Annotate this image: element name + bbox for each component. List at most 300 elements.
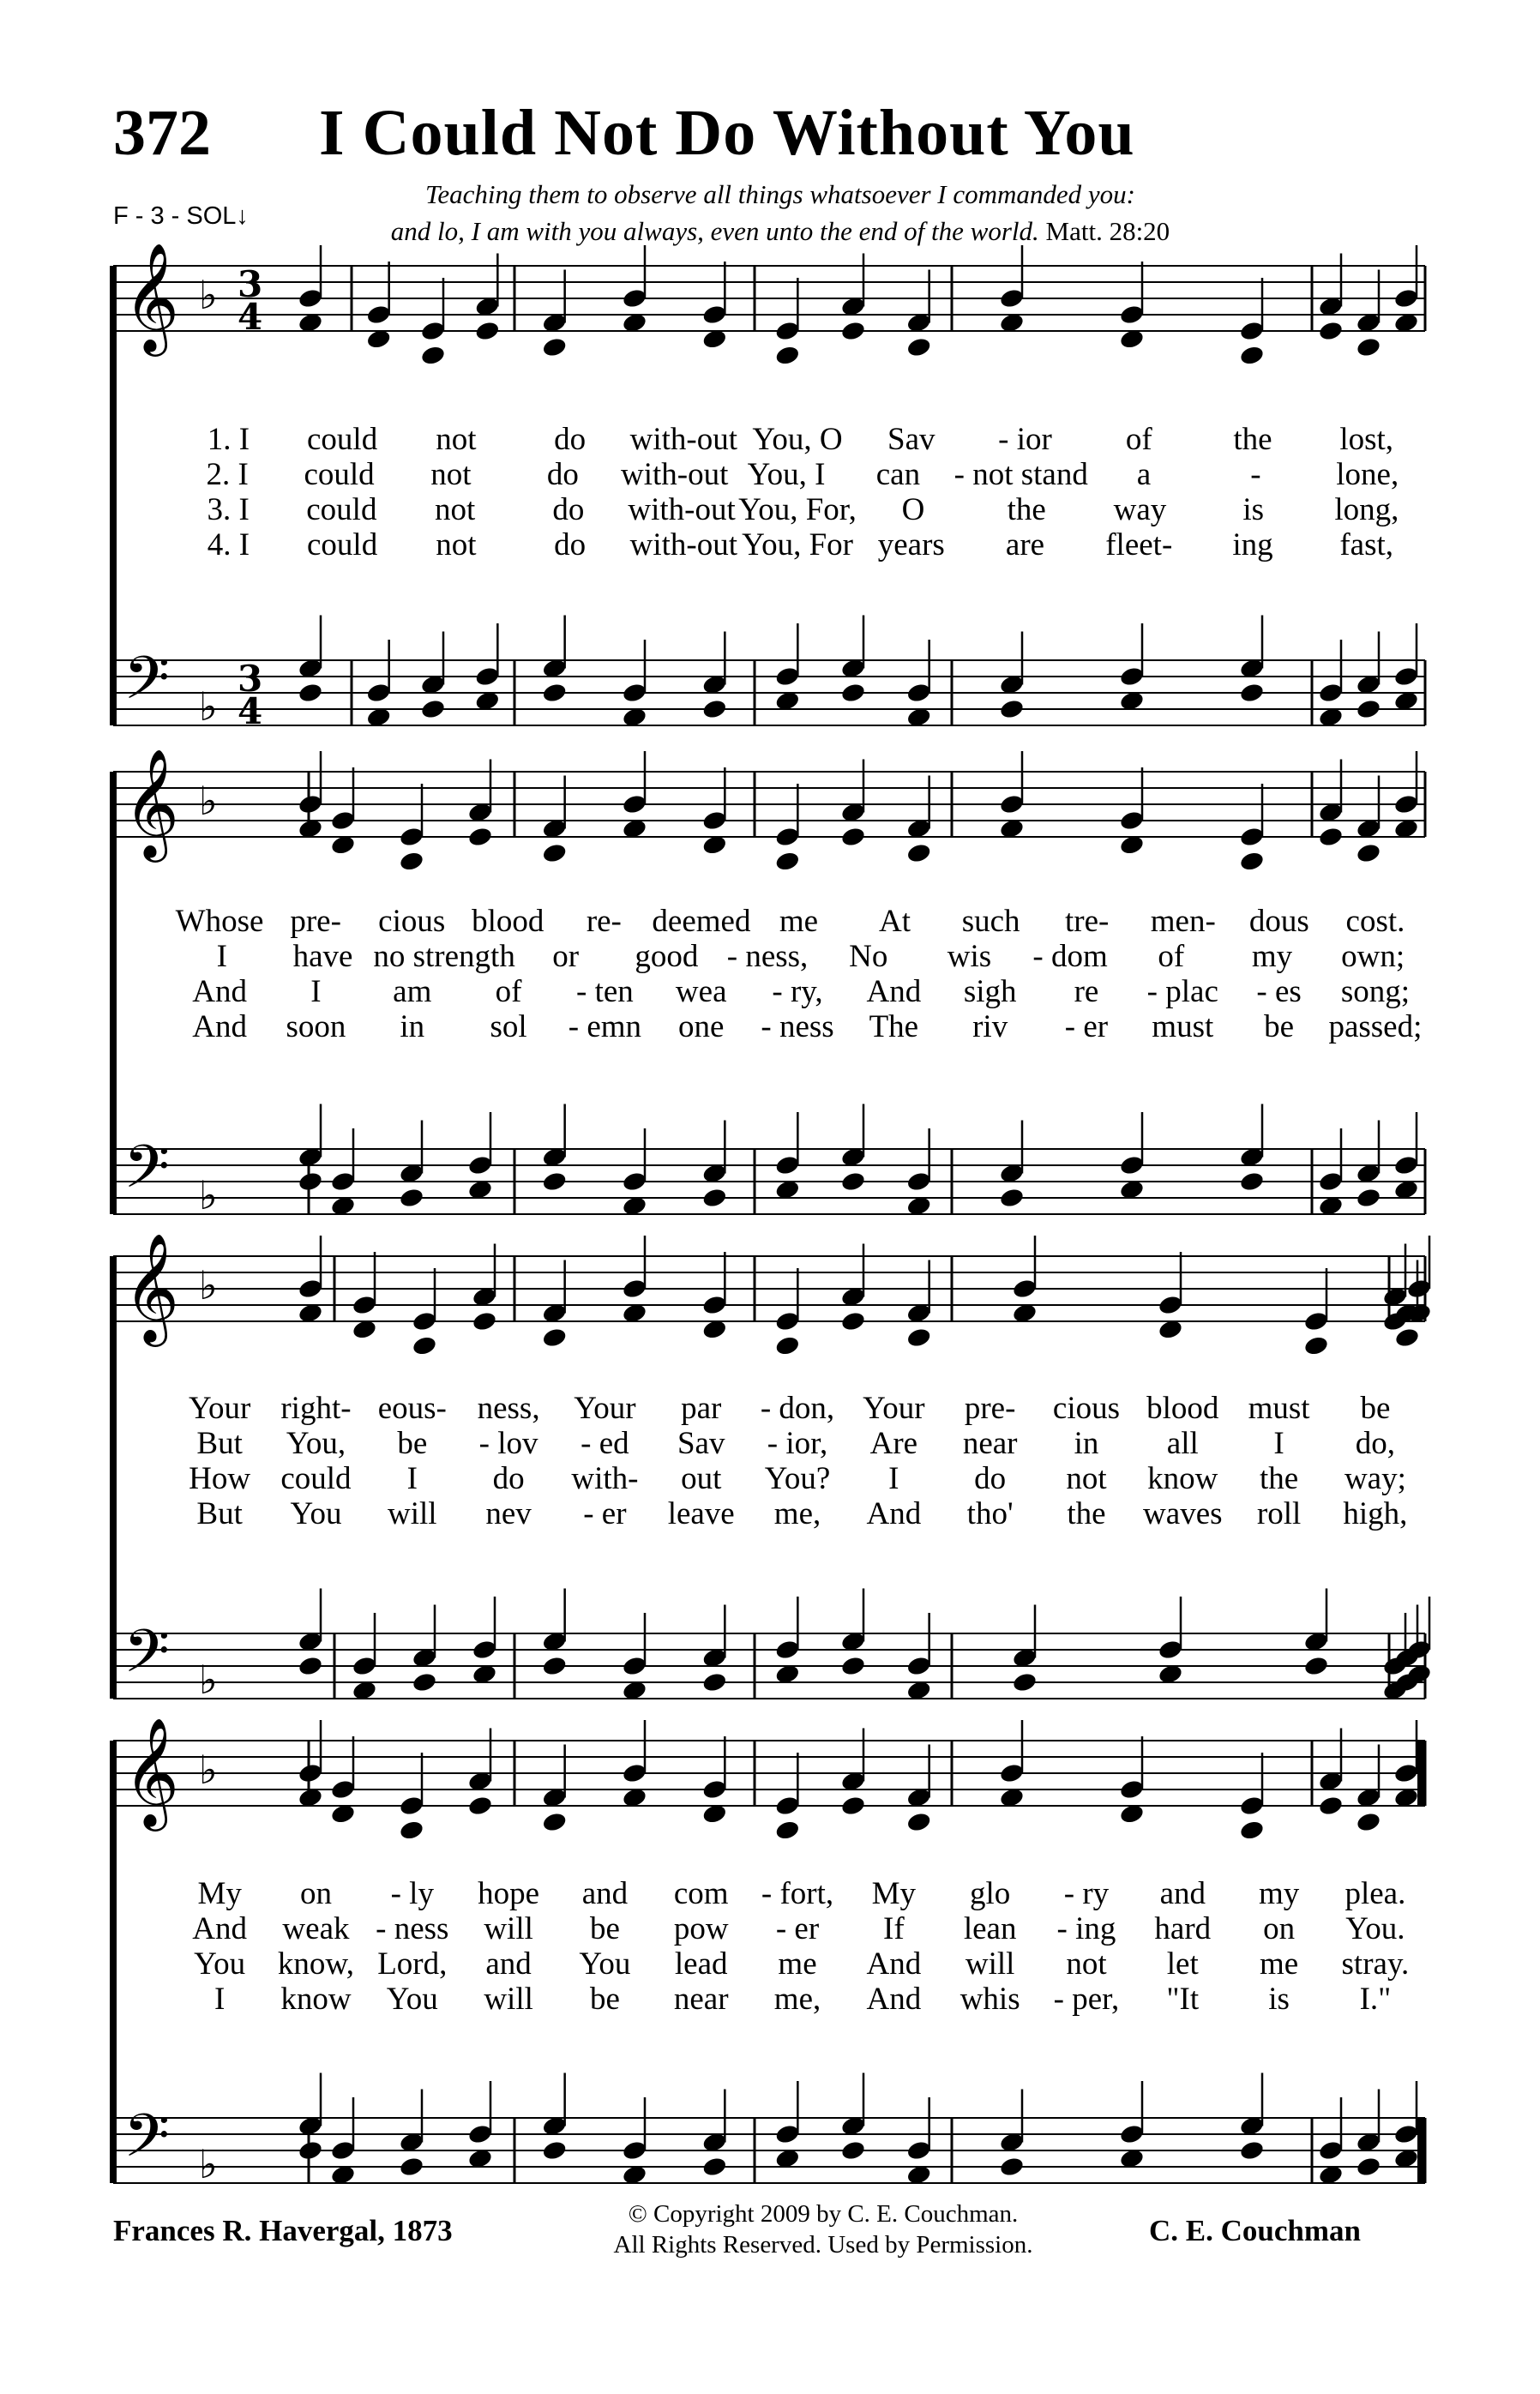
lyric-syllable: pow <box>673 1911 729 1946</box>
lyric-syllable: men- <box>1150 904 1216 939</box>
note-head <box>1119 809 1146 832</box>
lyric-syllable: Your <box>863 1391 925 1426</box>
note-head <box>999 793 1026 815</box>
note-head <box>1239 851 1266 873</box>
note-head <box>412 1310 438 1332</box>
lyric-syllable: - not stand <box>953 457 1088 492</box>
lyric-syllable: Lord, <box>377 1946 448 1982</box>
note-head <box>840 2139 867 2162</box>
note-head <box>399 851 425 873</box>
note-head <box>840 1655 867 1677</box>
lyric-syllable: - ness, <box>726 939 809 974</box>
lyric-syllable: could <box>306 492 377 527</box>
lyric-syllable: lost, <box>1339 422 1394 457</box>
note-head <box>298 682 324 704</box>
note-head <box>541 336 568 358</box>
note-head <box>1393 1154 1420 1176</box>
flat-icon: ♭ <box>199 1172 218 1218</box>
note-head <box>1318 320 1344 342</box>
lyric-syllable: not <box>436 422 477 457</box>
lyric-syllable: The <box>869 1009 919 1044</box>
lyric-syllable: And <box>866 1496 922 1531</box>
note-head <box>701 2156 728 2178</box>
lyric-syllable: I <box>216 939 227 974</box>
lyric-syllable: You, O <box>752 422 843 457</box>
lyric-syllable: not <box>1066 1946 1107 1982</box>
hymn-number: 372 <box>113 97 211 169</box>
lyric-syllable: good <box>635 939 699 974</box>
lyric-syllable: Whose <box>175 904 264 939</box>
note-head <box>840 320 867 342</box>
note-head <box>1239 1795 1266 1817</box>
note-head <box>1239 2139 1266 2162</box>
lyric-syllable: - ness <box>376 1911 449 1946</box>
lyric-syllable: - ior, <box>767 1426 828 1461</box>
note-head <box>999 287 1026 310</box>
lyric-syllable: re <box>1074 974 1099 1009</box>
lyric-syllable: my <box>1258 1876 1300 1911</box>
lyric-syllable: not <box>430 457 472 492</box>
lyric-syllable: At <box>879 904 911 939</box>
lyric-syllable: eous- <box>377 1391 447 1426</box>
note-head <box>352 1294 378 1316</box>
lyric-syllable: ing <box>1232 527 1273 562</box>
lyric-syllable: And <box>866 1982 922 2017</box>
note-head <box>905 336 932 358</box>
note-head <box>701 304 728 326</box>
lyric-syllable: ness, <box>477 1391 540 1426</box>
lyric-syllable: must <box>1152 1009 1214 1044</box>
note-head <box>622 1762 648 1784</box>
note-head <box>472 1639 498 1661</box>
scripture-line-1: Teaching them to observe all things whatsoever I commanded you: <box>425 179 1135 209</box>
note-head <box>352 1655 378 1677</box>
treble-clef-icon: 𝄞 <box>123 1232 180 1342</box>
lyric-syllable: all <box>1166 1426 1199 1461</box>
lyric-syllable: way <box>1113 492 1167 527</box>
lyric-syllable: weak <box>282 1911 350 1946</box>
treble-clef-icon: 𝄞 <box>123 242 180 352</box>
lyric-syllable: blood <box>472 904 544 939</box>
note-head <box>541 1326 568 1349</box>
lyric-syllable: par <box>681 1391 722 1426</box>
lyric-syllable: lean <box>963 1911 1017 1946</box>
lyric-syllable: will <box>484 1982 533 2017</box>
note-head <box>298 793 324 815</box>
note-head <box>622 2139 648 2162</box>
lyric-syllable: Your <box>188 1391 251 1426</box>
lyric-syllable: could <box>280 1461 352 1496</box>
note-head <box>1303 1310 1330 1332</box>
note-head <box>622 1278 648 1300</box>
note-head <box>420 698 447 720</box>
note-head <box>1318 1795 1344 1817</box>
verse-1-line <box>171 1876 1423 1911</box>
note-head <box>1158 1639 1184 1661</box>
lyric-syllable: I <box>310 974 322 1009</box>
note-head <box>1356 2156 1382 2178</box>
lyric-syllable: 1. I <box>207 422 250 457</box>
lyric-syllable: - ness <box>761 1009 834 1044</box>
lyric-syllable: You <box>290 1496 342 1531</box>
note-head <box>1356 336 1382 358</box>
lyric-syllable: with-out <box>620 457 729 492</box>
author-credit: Frances R. Havergal, 1873 <box>113 2214 453 2247</box>
lyric-syllable: with-out <box>629 527 737 562</box>
lyric-syllable: 3. I <box>207 492 250 527</box>
copyright-notice <box>549 2199 1098 2260</box>
note-head <box>399 1795 425 1817</box>
lyric-syllable: be <box>1264 1009 1295 1044</box>
verse-4-line <box>171 1496 1423 1531</box>
lyric-syllable: can <box>875 457 921 492</box>
lyric-syllable: You <box>386 1982 438 2017</box>
note-head <box>701 1778 728 1801</box>
note-head <box>701 809 728 832</box>
note-head <box>999 1762 1026 1784</box>
lyric-syllable: of <box>1158 939 1185 974</box>
note-head <box>1119 304 1146 326</box>
lyric-syllable: deemed <box>652 904 751 939</box>
lyric-syllable: blood <box>1146 1391 1219 1426</box>
lyric-syllable: Your <box>574 1391 636 1426</box>
note-head <box>541 1655 568 1677</box>
note-head <box>1119 1778 1146 1801</box>
lyric-syllable: My <box>871 1876 917 1911</box>
lyric-syllable: and <box>581 1876 629 1911</box>
note-head <box>1356 842 1382 864</box>
lyric-syllable: me <box>779 904 819 939</box>
note-head <box>298 1278 324 1300</box>
lyric-syllable: me <box>778 1946 817 1982</box>
note-head <box>905 842 932 864</box>
note-head <box>774 1154 801 1176</box>
note-head <box>298 1170 324 1193</box>
note-head <box>1318 1170 1344 1193</box>
lyric-syllable: wis <box>947 939 992 974</box>
note-head <box>541 682 568 704</box>
note-head <box>1393 2123 1420 2145</box>
time-signature-bottom: 4 <box>238 690 263 732</box>
lyric-syllable: do, <box>1355 1426 1396 1461</box>
flat-icon: ♭ <box>199 2141 218 2187</box>
lyrics-system-2 <box>171 904 1423 1044</box>
lyric-syllable: - ry, <box>772 974 823 1009</box>
note-head <box>298 287 324 310</box>
lyric-syllable: re- <box>586 904 622 939</box>
bass-clef-icon: 𝄢 <box>123 643 171 727</box>
bass-clef-icon: 𝄢 <box>123 2101 171 2185</box>
lyric-syllable: is <box>1242 492 1265 527</box>
lyric-syllable: own; <box>1341 939 1405 974</box>
scripture-line-2-text: and lo, I am with you always, even unto the end of the world. <box>390 216 1039 246</box>
lyric-syllable: of <box>1125 422 1152 457</box>
lyric-syllable: and <box>1159 1876 1206 1911</box>
lyric-syllable: will <box>388 1496 437 1531</box>
note-head <box>701 1187 728 1209</box>
lyric-syllable: do <box>492 1461 525 1496</box>
verse-1-line <box>171 1391 1423 1426</box>
lyric-syllable: fleet- <box>1105 527 1173 562</box>
lyric-syllable: be <box>589 1982 620 2017</box>
treble-clef-icon: 𝄞 <box>123 1717 180 1826</box>
lyric-syllable: not <box>434 492 476 527</box>
time-signature-top: 3 <box>238 263 263 305</box>
note-head <box>1239 1170 1266 1193</box>
note-head <box>474 320 501 342</box>
lyric-syllable: out <box>681 1461 722 1496</box>
note-head <box>467 2123 494 2145</box>
lyric-syllable: sigh <box>963 974 1017 1009</box>
flat-icon: ♭ <box>199 1747 218 1793</box>
note-head <box>330 1778 357 1801</box>
lyric-syllable: cost. <box>1345 904 1405 939</box>
lyric-syllable: fast, <box>1339 527 1394 562</box>
lyric-syllable: stray. <box>1341 1946 1410 1982</box>
lyric-syllable: I." <box>1359 1982 1392 2017</box>
lyric-syllable: do <box>552 492 585 527</box>
lyric-syllable: with-out <box>628 492 736 527</box>
lyric-syllable: do <box>974 1461 1007 1496</box>
lyric-syllable: Sav <box>887 422 935 457</box>
lyrics-system-1 <box>171 422 1423 562</box>
note-head <box>622 287 648 310</box>
note-head <box>474 665 501 688</box>
scripture-reference: Matt. 28:20 <box>1045 216 1170 246</box>
note-head <box>541 1170 568 1193</box>
lyric-syllable: You. <box>1345 1911 1405 1946</box>
note-head <box>774 320 801 342</box>
note-head <box>412 1671 438 1693</box>
lyric-syllable: the <box>1259 1461 1299 1496</box>
lyrics-system-3 <box>171 1391 1423 1531</box>
note-head <box>1303 1655 1330 1677</box>
lyric-syllable: You <box>194 1946 246 1982</box>
verse-1-line <box>171 422 1423 457</box>
lyric-syllable: And <box>866 974 922 1009</box>
note-head <box>1012 1278 1038 1300</box>
lyric-syllable: You <box>579 1946 631 1982</box>
time-signature-top: 3 <box>238 658 263 700</box>
lyric-syllable: lead <box>674 1946 728 1982</box>
lyric-syllable: - per, <box>1053 1982 1120 2017</box>
note-head <box>905 2139 932 2162</box>
lyric-syllable: will <box>484 1911 533 1946</box>
note-head <box>1356 1187 1382 1209</box>
flat-icon: ♭ <box>199 1657 218 1703</box>
note-head <box>999 2156 1026 2178</box>
lyric-syllable: hope <box>478 1876 540 1911</box>
lyric-syllable: with-out <box>629 422 737 457</box>
copyright-line-2: All Rights Reserved. Used by Permission. <box>613 2231 1033 2259</box>
verse-2-line <box>171 1911 1423 1946</box>
lyric-syllable: could <box>304 457 375 492</box>
note-head <box>840 682 867 704</box>
lyric-syllable: high, <box>1343 1496 1408 1531</box>
lyric-syllable: know <box>1147 1461 1218 1496</box>
lyric-syllable: cious <box>378 904 446 939</box>
lyric-syllable: one <box>678 1009 725 1044</box>
lyric-syllable: But <box>196 1496 243 1531</box>
lyric-syllable: tre- <box>1065 904 1110 939</box>
lyric-syllable: - don, <box>760 1391 835 1426</box>
lyric-syllable: the <box>1067 1496 1106 1531</box>
note-head <box>840 1310 867 1332</box>
note-head <box>999 698 1026 720</box>
lyric-syllable: 2. I <box>206 457 249 492</box>
lyric-syllable: whis <box>959 1982 1020 2017</box>
lyric-syllable: be <box>1360 1391 1391 1426</box>
note-head <box>774 2123 801 2145</box>
bass-clef-icon: 𝄢 <box>123 1616 171 1700</box>
bass-clef-icon: 𝄢 <box>123 1132 171 1216</box>
lyric-syllable: I <box>888 1461 899 1496</box>
lyric-syllable: I <box>406 1461 418 1496</box>
flat-icon: ♭ <box>199 778 218 824</box>
lyric-syllable: me, <box>773 1496 821 1531</box>
note-head <box>399 826 425 848</box>
note-head <box>298 2139 324 2162</box>
note-head <box>330 809 357 832</box>
lyric-syllable: could <box>307 422 378 457</box>
note-head <box>1393 287 1420 310</box>
note-head <box>774 665 801 688</box>
note-head <box>330 2139 357 2162</box>
lyric-syllable: - er <box>1064 1009 1109 1044</box>
lyric-syllable: Are <box>869 1426 918 1461</box>
lyric-syllable: near <box>962 1426 1018 1461</box>
note-head <box>701 698 728 720</box>
lyric-syllable: - lov <box>478 1426 538 1461</box>
lyric-syllable: I <box>214 1982 226 2017</box>
lyric-syllable: - emn <box>568 1009 642 1044</box>
lyric-syllable: am <box>393 974 432 1009</box>
note-head <box>298 1762 324 1784</box>
note-head <box>365 304 392 326</box>
note-head <box>1239 826 1266 848</box>
flat-icon: ♭ <box>199 272 218 318</box>
note-head <box>1158 1294 1184 1316</box>
lyric-syllable: know, <box>277 1946 354 1982</box>
lyric-syllable: right- <box>280 1391 352 1426</box>
note-head <box>774 851 801 873</box>
note-head <box>1356 698 1382 720</box>
note-head <box>1356 1811 1382 1833</box>
lyric-syllable: is <box>1268 1982 1290 2017</box>
note-head <box>774 826 801 848</box>
note-head <box>774 1820 801 1842</box>
lyric-syllable: - ly <box>390 1876 434 1911</box>
note-head <box>905 1170 932 1193</box>
note-head <box>541 2139 568 2162</box>
note-head <box>701 1294 728 1316</box>
lyric-syllable: wea <box>675 974 727 1009</box>
lyric-syllable: no strength <box>373 939 515 974</box>
lyric-syllable: tho' <box>966 1496 1014 1531</box>
note-head <box>701 1671 728 1693</box>
lyric-syllable: You, For <box>742 527 853 562</box>
lyric-syllable: or <box>552 939 580 974</box>
note-head <box>840 1170 867 1193</box>
note-head <box>840 1795 867 1817</box>
flat-icon: ♭ <box>199 683 218 730</box>
lyric-syllable: - ten <box>576 974 634 1009</box>
lyric-syllable: You? <box>764 1461 831 1496</box>
verse-1-line <box>171 904 1423 939</box>
lyric-syllable: And <box>866 1946 922 1982</box>
copyright-line-1: © Copyright 2009 by C. E. Couchman. <box>628 2200 1019 2228</box>
note-head <box>622 1655 648 1677</box>
note-head <box>1119 665 1146 688</box>
lyric-syllable: sol <box>490 1009 527 1044</box>
lyric-syllable: not <box>1066 1461 1107 1496</box>
lyric-syllable: way; <box>1344 1461 1406 1496</box>
lyric-syllable: - es <box>1256 974 1302 1009</box>
lyric-syllable: waves <box>1143 1496 1223 1531</box>
lyric-syllable: nev <box>485 1496 532 1531</box>
lyric-syllable: of <box>495 974 522 1009</box>
lyric-syllable: have <box>292 939 353 974</box>
lyric-syllable: pre- <box>964 1391 1016 1426</box>
verse-4-line <box>171 1009 1423 1044</box>
lyric-syllable: do <box>546 457 579 492</box>
lyric-syllable: me <box>1259 1946 1299 1982</box>
lyric-syllable: com <box>673 1876 729 1911</box>
lyric-syllable: - ing <box>1056 1911 1116 1946</box>
note-head <box>1393 665 1420 688</box>
note-head <box>622 793 648 815</box>
lyric-syllable: My <box>197 1876 242 1911</box>
note-head <box>1239 345 1266 367</box>
lyric-syllable: do <box>554 527 587 562</box>
note-head <box>541 842 568 864</box>
verse-2-line <box>171 457 1423 492</box>
lyric-syllable: with- <box>571 1461 639 1496</box>
note-head <box>1012 1671 1038 1693</box>
lyric-syllable: do <box>554 422 587 457</box>
lyric-syllable: in <box>1074 1426 1099 1461</box>
lyric-syllable: song; <box>1340 974 1410 1009</box>
lyric-syllable: such <box>961 904 1020 939</box>
lyric-syllable: not <box>436 527 477 562</box>
lyric-syllable: - ior <box>998 422 1052 457</box>
lyric-syllable: pre- <box>290 904 341 939</box>
note-head <box>1406 1278 1433 1300</box>
key-indicator: F - 3 - SOL↓ <box>113 202 249 230</box>
lyric-syllable: me, <box>773 1982 821 2017</box>
lyric-syllable: - ry <box>1063 1876 1110 1911</box>
lyric-syllable: near <box>673 1982 729 2017</box>
lyric-syllable: the <box>1007 492 1046 527</box>
note-head <box>467 1795 494 1817</box>
lyric-syllable: If <box>883 1911 905 1946</box>
note-head <box>1393 793 1420 815</box>
note-head <box>472 1310 498 1332</box>
lyric-syllable: cious <box>1052 1391 1121 1426</box>
lyric-syllable: You, For, <box>738 492 857 527</box>
note-head <box>1119 2123 1146 2145</box>
note-head <box>774 345 801 367</box>
composer-credit: C. E. Couchman <box>1149 2214 1361 2247</box>
lyric-syllable: And <box>192 974 248 1009</box>
note-head <box>774 1335 801 1357</box>
lyric-syllable: dous <box>1248 904 1309 939</box>
lyric-syllable: my <box>1251 939 1293 974</box>
lyric-syllable: soon <box>286 1009 346 1044</box>
lyric-syllable: years <box>877 527 945 562</box>
note-head <box>467 1154 494 1176</box>
lyric-syllable: - er <box>583 1496 627 1531</box>
